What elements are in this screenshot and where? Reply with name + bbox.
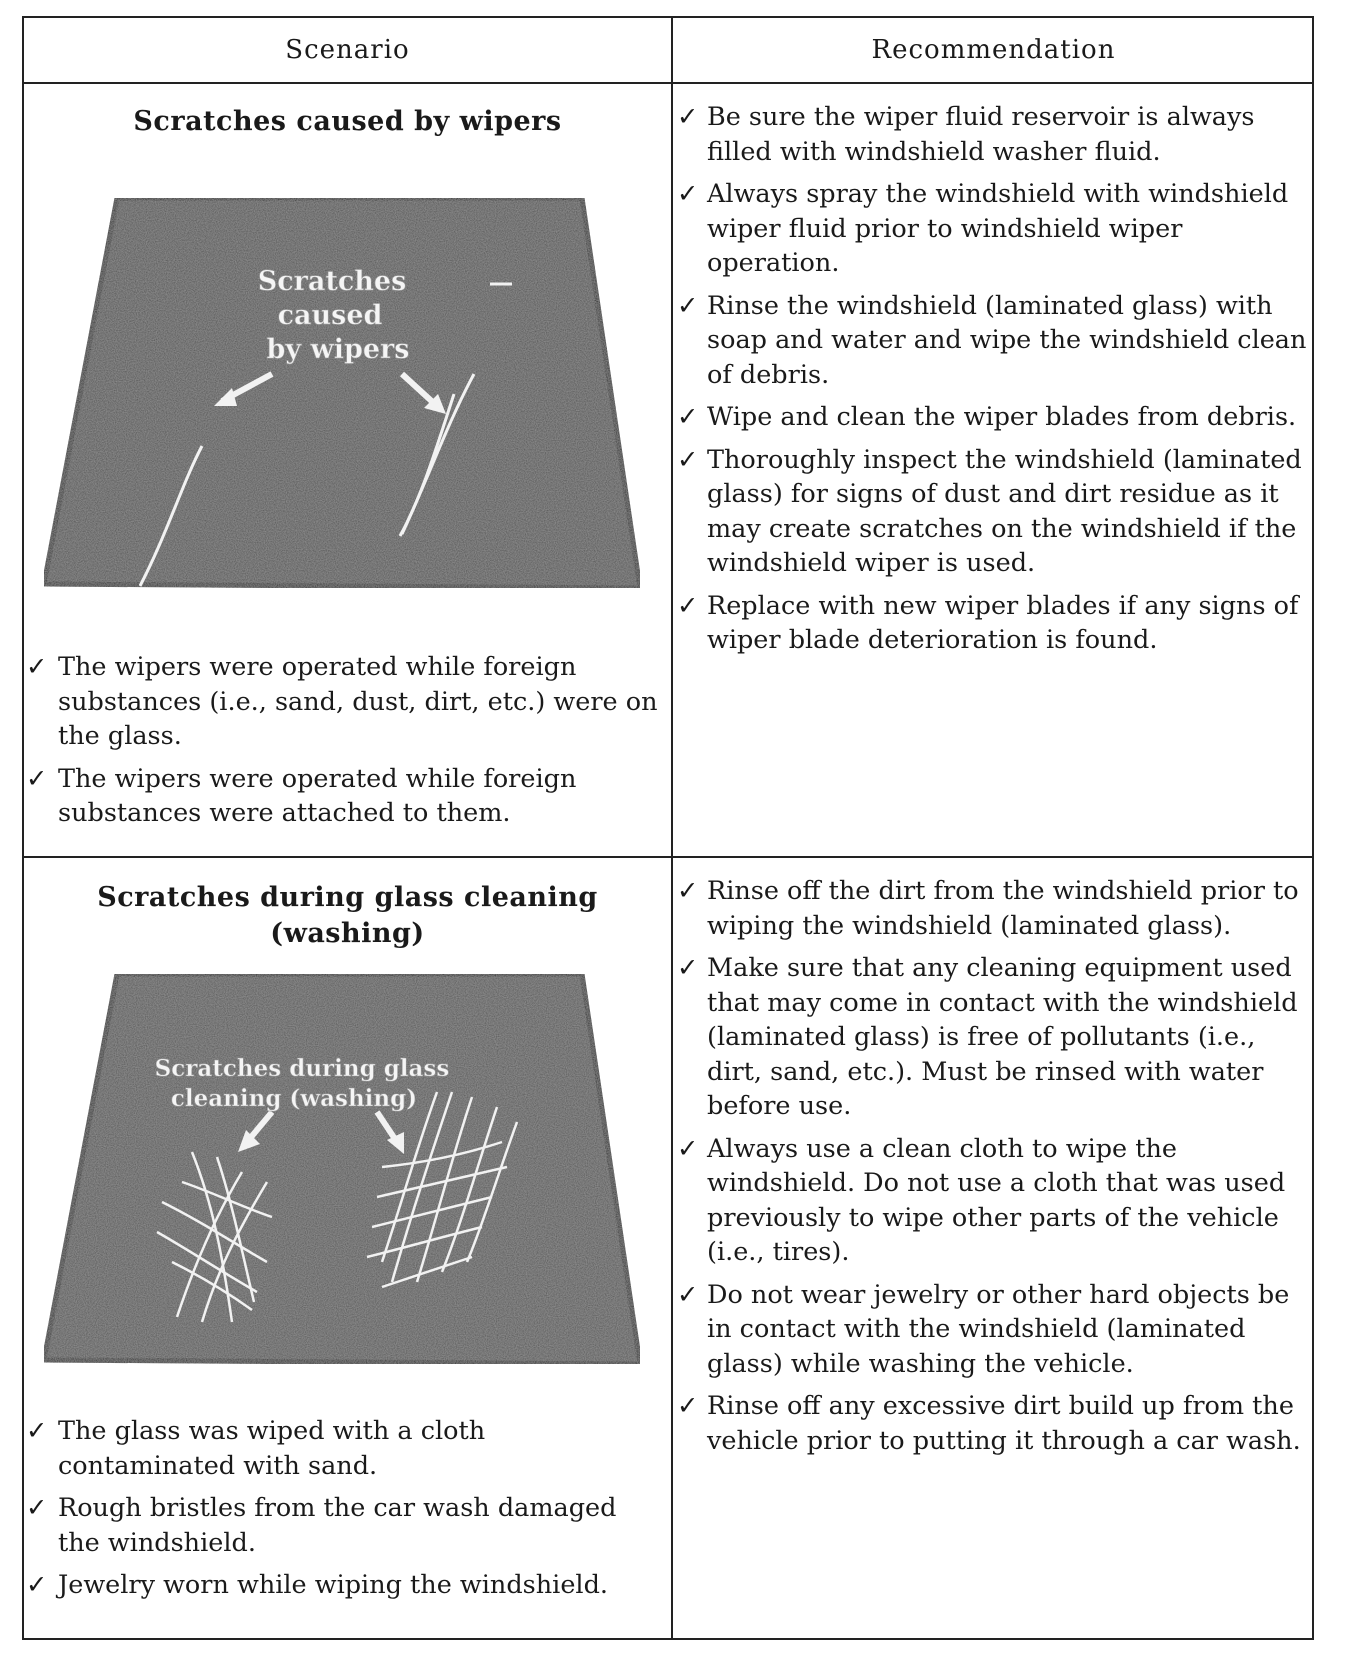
- list-item: ✓ Do not wear jewelry or other hard objects be in contact with the windshield (laminated glass) while washing the vehicle.: [677, 1279, 1290, 1379]
- check-icon: ✓: [26, 1416, 48, 1446]
- check-icon: ✓: [677, 1391, 699, 1421]
- scenario-cell-cleaning: [24, 858, 671, 1640]
- check-icon: ✓: [677, 1279, 699, 1310]
- wiper-causes-list: [26, 650, 666, 839]
- scenario-cell-wipers: [24, 84, 671, 856]
- list-item: ✓ Rinse the windshield (laminated glass) with soap and water and wipe the windshield clean of debris.: [677, 290, 1307, 390]
- list-item: ✓ Rinse off any excessive dirt build up from the vehicle prior to putting it through a car wash.: [677, 1391, 1301, 1456]
- recommendation-cell-wipers: [673, 84, 1314, 856]
- list-item: ✓ Jewelry worn while wiping the windshield.: [26, 1568, 666, 1603]
- scenario-title-wipers: Scratches caused by wipers: [133, 106, 562, 137]
- list-item: ✓ Make sure that any cleaning equipment used that may come in contact with the windshield (laminated glass) is free of pollutants (i.e., dirt, sand, etc.). Must be rinsed with water before use.: [677, 953, 1298, 1121]
- header-recommendation: Recommendation: [871, 35, 1116, 65]
- figure-label-line-3: by wipers: [266, 334, 410, 365]
- check-icon: ✓: [677, 102, 699, 132]
- wiper-scratches-figure: [42, 196, 642, 596]
- check-icon: ✓: [26, 652, 48, 682]
- check-icon: ✓: [26, 1493, 48, 1523]
- check-icon: ✓: [677, 402, 699, 432]
- cleaning-causes-list: [26, 1414, 666, 1611]
- check-icon: ✓: [677, 290, 699, 321]
- figure-label-line-1: Scratches during glass: [154, 1055, 450, 1082]
- list-item: ✓ Always spray the windshield with windshield wiper fluid prior to windshield wiper operation.: [677, 179, 1289, 278]
- check-icon: ✓: [26, 763, 48, 794]
- list-item: ✓ The wipers were operated while foreign substances were attached to them.: [26, 763, 577, 828]
- figure-label-line-2: caused: [277, 300, 383, 331]
- list-item: ✓ Thoroughly inspect the windshield (laminated glass) for signs of dust and dirt residue as it may create scratches on the windshield if the windshield wiper is used.: [677, 444, 1302, 578]
- cleaning-recommendations-list: [677, 874, 1307, 1466]
- check-icon: ✓: [677, 1133, 699, 1164]
- recommendation-cell-cleaning: [673, 858, 1314, 1640]
- windshield-glass-shape: [44, 198, 640, 588]
- list-item: ✓ The wipers were operated while foreign substances (i.e., sand, dust, dirt, etc.) were on the glass.: [26, 652, 658, 751]
- figure-label-line-1: Scratches: [257, 266, 407, 297]
- cleaning-scratches-figure: [42, 972, 642, 1372]
- windshield-glass-shape: [44, 974, 640, 1364]
- wiper-recommendations-list: [677, 100, 1307, 666]
- check-icon: ✓: [677, 444, 699, 475]
- check-icon: ✓: [677, 876, 699, 906]
- header-scenario: Scenario: [285, 35, 410, 65]
- check-icon: ✓: [677, 953, 699, 983]
- scenario-title-line-2: (washing): [270, 918, 425, 949]
- list-item: ✓ Rinse off the dirt from the windshield prior to wiping the windshield (laminated glass).: [677, 876, 1299, 941]
- check-icon: ✓: [677, 179, 699, 209]
- list-item: ✓ The glass was wiped with a cloth contaminated with sand.: [26, 1416, 486, 1481]
- list-item: ✓ Be sure the wiper fluid reservoir is always filled with windshield washer fluid.: [677, 102, 1255, 167]
- scenario-table: [22, 16, 1314, 1640]
- list-item: ✓ Rough bristles from the car wash damaged the windshield.: [26, 1493, 617, 1558]
- figure-label-line-2: cleaning (washing): [170, 1085, 418, 1112]
- check-icon: ✓: [677, 590, 699, 621]
- scenario-title-line-1: Scratches during glass cleaning: [97, 882, 598, 913]
- check-icon: ✓: [26, 1570, 48, 1600]
- list-item: ✓ Always use a clean cloth to wipe the windshield. Do not use a cloth that was used previously to wipe other parts of the vehicle (i.e., tires).: [677, 1133, 1286, 1267]
- scenario-title-cleaning: [24, 880, 671, 952]
- list-item: ✓ Wipe and clean the wiper blades from debris.: [677, 400, 1307, 435]
- list-item: ✓ Replace with new wiper blades if any signs of wiper blade deterioration is found.: [677, 590, 1299, 655]
